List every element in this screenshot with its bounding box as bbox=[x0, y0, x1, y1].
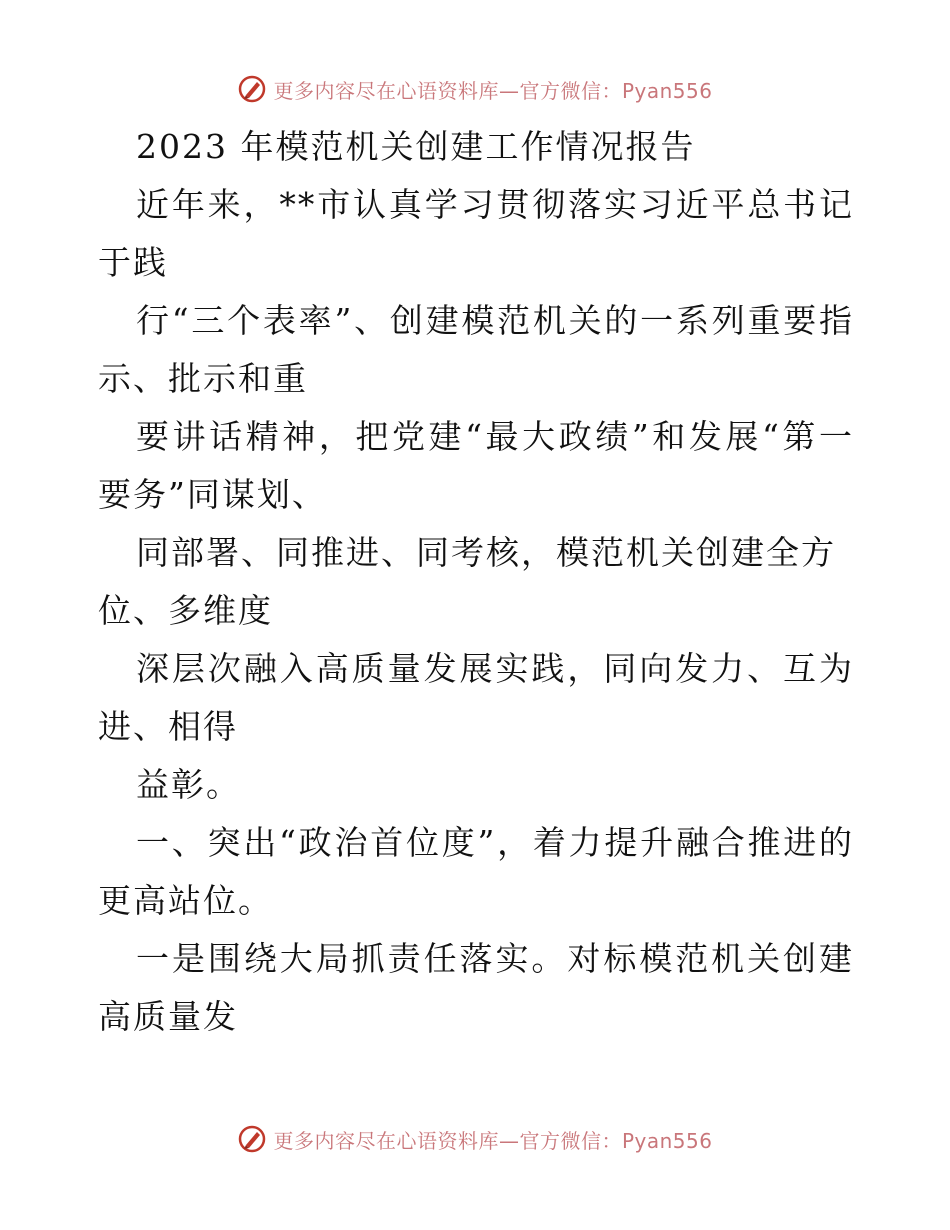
paragraph-line: 高质量发 bbox=[98, 997, 238, 1036]
watermark-text: 更多内容尽在心语资料库—官方微信：Pyan556 bbox=[273, 1128, 713, 1153]
paragraph-line: 于践 bbox=[98, 243, 168, 282]
watermark-text: 更多内容尽在心语资料库—官方微信：Pyan556 bbox=[273, 78, 713, 103]
paragraph-line: 近年来，**市认真学习贯彻落实习近平总书记 bbox=[136, 185, 854, 224]
paragraph-line: 同部署、同推进、同考核，模范机关创建全方 bbox=[136, 533, 836, 572]
document-body bbox=[98, 118, 854, 1046]
paragraph-line: 位、多维度 bbox=[98, 591, 273, 630]
paragraph-line: 要务”同谋划、 bbox=[98, 475, 327, 514]
paragraph-line: 益彰。 bbox=[136, 765, 241, 804]
paragraph-line: 一是围绕大局抓责任落实。对标模范机关创建 bbox=[136, 939, 854, 978]
section-heading: 一、突出“政治首位度”，着力提升融合推进的 bbox=[136, 823, 854, 862]
pen-logo-icon bbox=[237, 1124, 267, 1154]
document-title: 2023 年模范机关创建工作情况报告 bbox=[136, 127, 696, 166]
paragraph-line: 行“三个表率”、创建模范机关的一系列重要指 bbox=[136, 301, 854, 340]
paragraph-line: 进、相得 bbox=[98, 707, 238, 746]
paragraph-line: 示、批示和重 bbox=[98, 359, 308, 398]
section-heading-continued: 更高站位。 bbox=[98, 881, 273, 920]
paragraph-line: 要讲话精神，把党建“最大政绩”和发展“第一 bbox=[136, 417, 854, 456]
paragraph-line: 深层次融入高质量发展实践，同向发力、互为 bbox=[136, 649, 854, 688]
footer-watermark bbox=[0, 1124, 950, 1154]
pen-logo-icon bbox=[237, 74, 267, 104]
header-watermark bbox=[0, 74, 950, 104]
